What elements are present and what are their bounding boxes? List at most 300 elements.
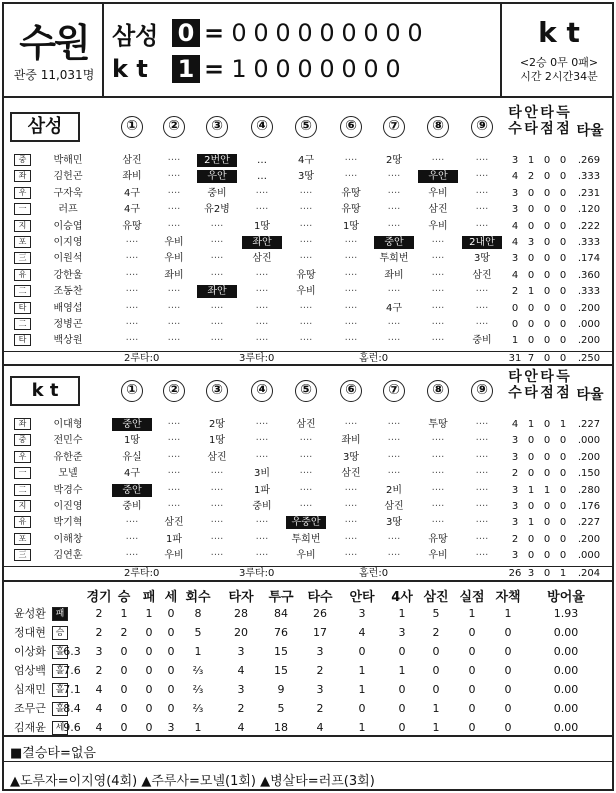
pitcher-name: 윤성환 [14,607,46,620]
batter-stat: 0 [543,204,551,216]
at-bat-result: ···· [475,501,489,512]
batter-row [4,467,616,480]
at-bat-result: ···· [387,204,401,216]
pitcher-stat: 0 [120,702,128,715]
equals-sign: = [203,55,225,83]
pitch-head: 타자 [228,590,254,605]
pitcher-stat: 84 [274,607,288,620]
pitcher-row [4,701,616,717]
pitcher-stat: 0 [145,721,153,734]
batter-row [4,302,616,315]
batter-stat: 1 [511,335,519,347]
batting-average: .200 [577,335,601,347]
stat-head-top: 타 [540,105,554,121]
at-bat-result: ···· [431,237,445,248]
at-bat-result: 4구 [385,302,403,314]
at-bat-result: ···· [475,517,489,529]
winning-team: k t [538,16,580,49]
batting-average: .333 [577,237,601,248]
position-badge: 二 [14,285,31,297]
at-bat-result: 삼진 [164,517,184,529]
pitch-head: 세 [164,590,178,605]
stat-head-top: 타 [508,105,522,121]
batter-name: 모넬 [58,468,78,480]
at-bat-result: ···· [125,237,139,248]
at-bat-result: ···· [299,451,313,463]
batter-stat: 0 [559,468,567,480]
batter-name: 이대형 [53,419,83,430]
at-bat-result: ···· [431,269,445,281]
at-bat-result: ···· [167,419,181,430]
inning-score: 0 [385,19,401,47]
pitcher-stat: 2 [120,626,128,639]
at-bat-result: ···· [255,269,269,281]
at-bat-result: 우안 [418,170,458,183]
batter-stat: 1 [559,419,567,430]
at-bat-result: 2땅 [385,155,403,166]
at-bat-result: ···· [431,155,445,166]
at-bat-result: ···· [125,302,139,314]
at-bat-result: 우비 [428,550,448,562]
stat-head-top: 득 [556,369,570,385]
batter-row [4,484,616,497]
pitcher-name: 심재민 [14,683,46,696]
at-bat-result: 1땅 [208,435,226,447]
inning-score: 0 [363,19,379,47]
batter-stat: 0 [511,302,519,314]
batter-row [4,516,616,529]
inning-number: ⑧ [427,116,449,138]
at-bat-result: ···· [344,517,358,529]
batter-stat: 0 [559,155,567,166]
batter-stat: 0 [527,501,535,512]
pitcher-stat: 0 [504,683,512,696]
record-and-time [504,56,614,84]
at-bat-result: ···· [387,533,401,545]
batter-stat: 0 [543,253,551,265]
at-bat-result: 우중안 [286,516,326,529]
at-bat-result: 중안 [112,418,152,431]
pitcher-stat: 0 [468,664,476,677]
batter-stat: 0 [559,220,567,232]
batter-row [4,418,616,431]
total-stat: 0 [543,567,551,579]
at-bat-result: ···· [167,501,181,512]
stat-head-avg: 타율 [576,387,604,403]
at-bat-result: ···· [475,204,489,216]
at-bat-result: ···· [210,501,224,512]
batting-average: .222 [577,220,601,232]
position-badge: 二 [14,318,31,330]
at-bat-result: ···· [475,187,489,199]
at-bat-result: 중안 [112,484,152,497]
pitcher-stat: 2 [95,607,103,620]
pitcher-stat: 4 [358,626,366,639]
at-bat-result: 유땅 [341,187,361,199]
inning-number: ① [121,380,143,402]
batter-stat: 1 [527,484,535,496]
pitcher-stat: 0 [167,702,175,715]
position-badge: 포 [14,236,31,248]
at-bat-result: ···· [431,468,445,480]
pitcher-row [4,663,616,679]
position-badge: 지 [14,220,31,232]
pitcher-stat: 3 [316,645,324,658]
at-bat-result: ···· [387,419,401,430]
total-stat: 1 [559,567,567,579]
pitcher-stat: 9 [277,683,285,696]
stat-head-bottom: 수 [508,121,522,137]
at-bat-result: 2비 [385,484,403,496]
pitcher-stat: 5 [277,702,285,715]
at-bat-result: ···· [299,253,313,265]
at-bat-result: ···· [387,319,401,330]
pitcher-stat: 1 [398,607,406,620]
at-bat-result: 좌안 [242,236,282,249]
at-bat-result: ···· [344,501,358,512]
stat-head-avg: 타율 [576,123,604,139]
pitcher-row [4,720,616,736]
batter-name: 박해민 [53,155,83,166]
batter-stat: 0 [543,501,551,512]
at-bat-result: ···· [125,319,139,330]
pitcher-stat: 0 [120,683,128,696]
pitcher-stat: 18 [274,721,288,734]
batting-average: .360 [577,269,601,281]
batter-stat: 0 [543,302,551,314]
batter-row [4,203,616,216]
pitcher-stat: 0 [398,645,406,658]
position-badge: 유 [14,516,31,528]
at-bat-result: ···· [167,302,181,314]
divider [500,4,502,96]
at-bat-result: ···· [344,550,358,562]
total-stat: 3 [527,567,535,579]
batting-average: .120 [577,204,601,216]
decision-badge: 홀 [52,702,68,716]
at-bat-result: ···· [475,171,489,183]
at-bat-result: 중비 [472,335,492,347]
pitcher-name: 이상화 [14,645,46,658]
batter-stat: 2 [511,468,519,480]
pitcher-stat: 4 [95,702,103,715]
at-bat-result: ···· [387,451,401,463]
at-bat-result: ···· [475,419,489,430]
at-bat-result: ···· [475,484,489,496]
position-badge: 우 [14,451,31,463]
at-bat-result: ···· [167,155,181,166]
decision-badge: 패 [52,607,68,621]
team-label: 삼성 [10,112,80,142]
pitcher-name: 정대현 [14,626,46,639]
at-bat-result: 3땅 [473,253,491,265]
pitcher-stat: 0 [398,702,406,715]
at-bat-result: 중비 [122,501,142,512]
pitcher-stat: 0 [120,645,128,658]
batter-name: 김헌곤 [53,171,83,183]
batter-stat: 0 [559,302,567,314]
pitcher-stat: 76 [274,626,288,639]
game-time: 시간 2시간34분 [520,70,598,83]
divider [4,761,612,762]
divider [4,364,612,366]
batter-stat: 0 [527,435,535,447]
at-bat-result: 좌안 [197,285,237,298]
batting-average: .150 [577,468,601,480]
inning-score: 0 [385,55,401,83]
batter-stat: 0 [559,204,567,216]
at-bat-result: 중안 [374,236,414,249]
team-record: <2승 0무 0패> [519,56,599,69]
position-badge: 二 [14,484,31,496]
batter-name: 이원석 [53,253,83,265]
pitcher-stat: 4 [237,664,245,677]
inning-number: ③ [206,116,228,138]
at-bat-result: ···· [210,220,224,232]
inning-number: ② [163,380,185,402]
batter-row [4,318,616,331]
pitcher-stat: 0.00 [553,683,579,696]
pitcher-stat: 0 [145,664,153,677]
at-bat-result: 좌비 [384,269,404,281]
at-bat-result: ···· [344,533,358,545]
pitcher-stat: 1 [358,664,366,677]
pitcher-stat: 6.3 [63,645,81,658]
batter-row [4,269,616,282]
at-bat-result: ···· [125,269,139,281]
at-bat-result: 삼진 [296,419,316,430]
stat-head-top: 타 [508,369,522,385]
at-bat-result: ···· [255,302,269,314]
divider [102,4,104,96]
batter-stat: 0 [543,335,551,347]
stat-head-bottom: 타 [524,121,538,137]
at-bat-result: ···· [344,286,358,298]
batter-row [4,334,616,347]
pitcher-stat: 0 [432,664,440,677]
at-bat-result: ···· [387,435,401,447]
decision-badge: 승 [52,626,68,640]
at-bat-result: ···· [125,286,139,298]
batter-stat: 0 [559,237,567,248]
at-bat-result: 2내안 [462,236,502,249]
pitcher-name: 조무근 [14,702,46,715]
pitcher-stat: 1 [504,607,512,620]
batter-stat: 0 [527,468,535,480]
at-bat-result: 좌비 [122,171,142,183]
at-bat-result: 1땅 [123,435,141,447]
inning-score: 0 [319,19,335,47]
at-bat-result: ···· [255,187,269,199]
position-badge: 좌 [14,418,31,430]
at-bat-result: ···· [299,468,313,480]
batter-stat: 0 [527,550,535,562]
batter-stat: 0 [543,451,551,463]
divider [4,580,612,582]
at-bat-result: 3비 [253,468,271,480]
team-label: k t [10,376,80,406]
at-bat-result: ···· [299,302,313,314]
at-bat-result: ···· [210,319,224,330]
pitcher-stat: 1 [358,721,366,734]
total-average: .204 [577,567,601,579]
batter-stat: 0 [559,550,567,562]
batter-stat: 0 [527,319,535,330]
pitcher-stat: ⅔ [192,664,204,677]
at-bat-result: ···· [344,171,358,183]
pitch-head: 방어율 [547,590,585,605]
pitcher-stat: 1 [432,721,440,734]
batter-name: 백상원 [53,335,83,347]
inning-score: 0 [253,19,269,47]
batter-stat: 0 [543,550,551,562]
batter-stat: 0 [527,204,535,216]
position-badge: 중 [14,434,31,446]
score-row-0 [112,16,426,50]
inning-score: 0 [341,55,357,83]
at-bat-result: ···· [431,253,445,265]
batter-name: 강한울 [53,269,83,281]
pitcher-stat: 0 [504,721,512,734]
at-bat-result: ···· [167,451,181,463]
pitcher-stat: 0.00 [553,721,579,734]
batter-stat: 3 [511,435,519,447]
batter-stat: 0 [543,171,551,183]
at-bat-result: ···· [475,435,489,447]
pitcher-row [4,682,616,698]
at-bat-result: 투희번 [291,533,321,545]
at-bat-result: 유땅 [428,533,448,545]
pitch-head: 경기 [86,590,112,605]
batter-stat: 0 [559,501,567,512]
batter-stat: 0 [543,286,551,298]
inning-score: 0 [407,19,423,47]
batter-stat: 3 [511,187,519,199]
batter-row [4,451,616,464]
batter-row [4,533,616,546]
at-bat-result: 중비 [252,501,272,512]
at-bat-result: ···· [344,269,358,281]
pitcher-stat: 9.6 [63,721,81,734]
batter-row [4,220,616,233]
inning-number: ⑥ [340,116,362,138]
batter-name: 조동찬 [53,286,83,298]
inning-score: 0 [275,55,291,83]
at-bat-result: ···· [125,253,139,265]
inning-number: ① [121,116,143,138]
inning-score: 0 [319,55,335,83]
batter-stat: 0 [527,451,535,463]
inning-score: 0 [253,55,269,83]
inning-score: 0 [297,19,313,47]
at-bat-result: 투땅 [428,419,448,430]
pitcher-stat: 5 [194,626,202,639]
stat-head-bottom: 타 [524,385,538,401]
pitcher-stat: 0 [120,664,128,677]
at-bat-result: 유실 [122,451,142,463]
pitcher-stat: 1 [398,664,406,677]
at-bat-result: ···· [167,468,181,480]
total-runs: 1 [172,55,200,83]
position-badge: 중 [14,154,31,166]
pitcher-stat: 3 [237,645,245,658]
at-bat-result: ···· [255,533,269,545]
pitcher-stat: 0 [504,626,512,639]
stat-head-top: 안 [524,369,538,385]
at-bat-result: 4구 [123,468,141,480]
batter-stat: 0 [543,468,551,480]
at-bat-result: 유땅 [122,220,142,232]
at-bat-result: 1땅 [342,220,360,232]
inning-number: ④ [251,116,273,138]
batter-name: 이지영 [53,237,83,248]
total-stat: 7 [527,352,535,364]
pitcher-stat: 0 [398,721,406,734]
pitcher-stat: 15 [274,664,288,677]
at-bat-result: ···· [125,517,139,529]
pitcher-stat: 0 [504,645,512,658]
at-bat-result: ···· [387,550,401,562]
batting-average: .227 [577,517,601,529]
pitcher-stat: 0 [468,683,476,696]
batter-stat: 0 [559,187,567,199]
pitcher-stat: 0 [167,683,175,696]
pitcher-stat: 0 [167,645,175,658]
pitcher-stat: 0 [145,626,153,639]
team-name: 삼성 [112,21,159,50]
divider [4,351,612,352]
batter-stat: 0 [559,435,567,447]
pitcher-stat: 1 [120,607,128,620]
total-stat: 26 [508,567,522,579]
pitcher-stat: 1 [194,645,202,658]
at-bat-result: ···· [475,550,489,562]
at-bat-result: ···· [210,517,224,529]
at-bat-result: ···· [431,302,445,314]
stat-head-top: 타 [540,369,554,385]
pitch-head: 회수 [185,590,211,605]
pitcher-stat: 0 [145,645,153,658]
pitch-head: 승 [117,590,131,605]
at-bat-result: ···· [255,435,269,447]
at-bat-result: ···· [475,468,489,480]
pitcher-stat: 4 [95,721,103,734]
at-bat-result: 삼진 [341,468,361,480]
at-bat-result: ···· [387,468,401,480]
batter-stat: 0 [527,533,535,545]
stat-head-bottom: 점 [540,121,554,137]
stat-head-top: 안 [524,105,538,121]
batter-stat: 3 [511,155,519,166]
divider [4,566,612,567]
batter-name: 김연훈 [53,550,83,562]
pitcher-stat: 0 [468,721,476,734]
pitcher-stat: 0 [145,702,153,715]
pitcher-stat: 2 [95,664,103,677]
batter-stat: 0 [543,220,551,232]
inning-number: ② [163,116,185,138]
at-bat-result: 1파 [253,484,271,496]
at-bat-result: ···· [344,155,358,166]
batter-stat: 3 [511,204,519,216]
at-bat-result: ···· [167,435,181,447]
pitcher-stat: 8 [194,607,202,620]
batter-stat: 3 [527,237,535,248]
at-bat-result: ···· [431,517,445,529]
pitcher-stat: 2 [237,702,245,715]
pitch-head: 타수 [307,590,333,605]
batter-stat: 0 [559,484,567,496]
